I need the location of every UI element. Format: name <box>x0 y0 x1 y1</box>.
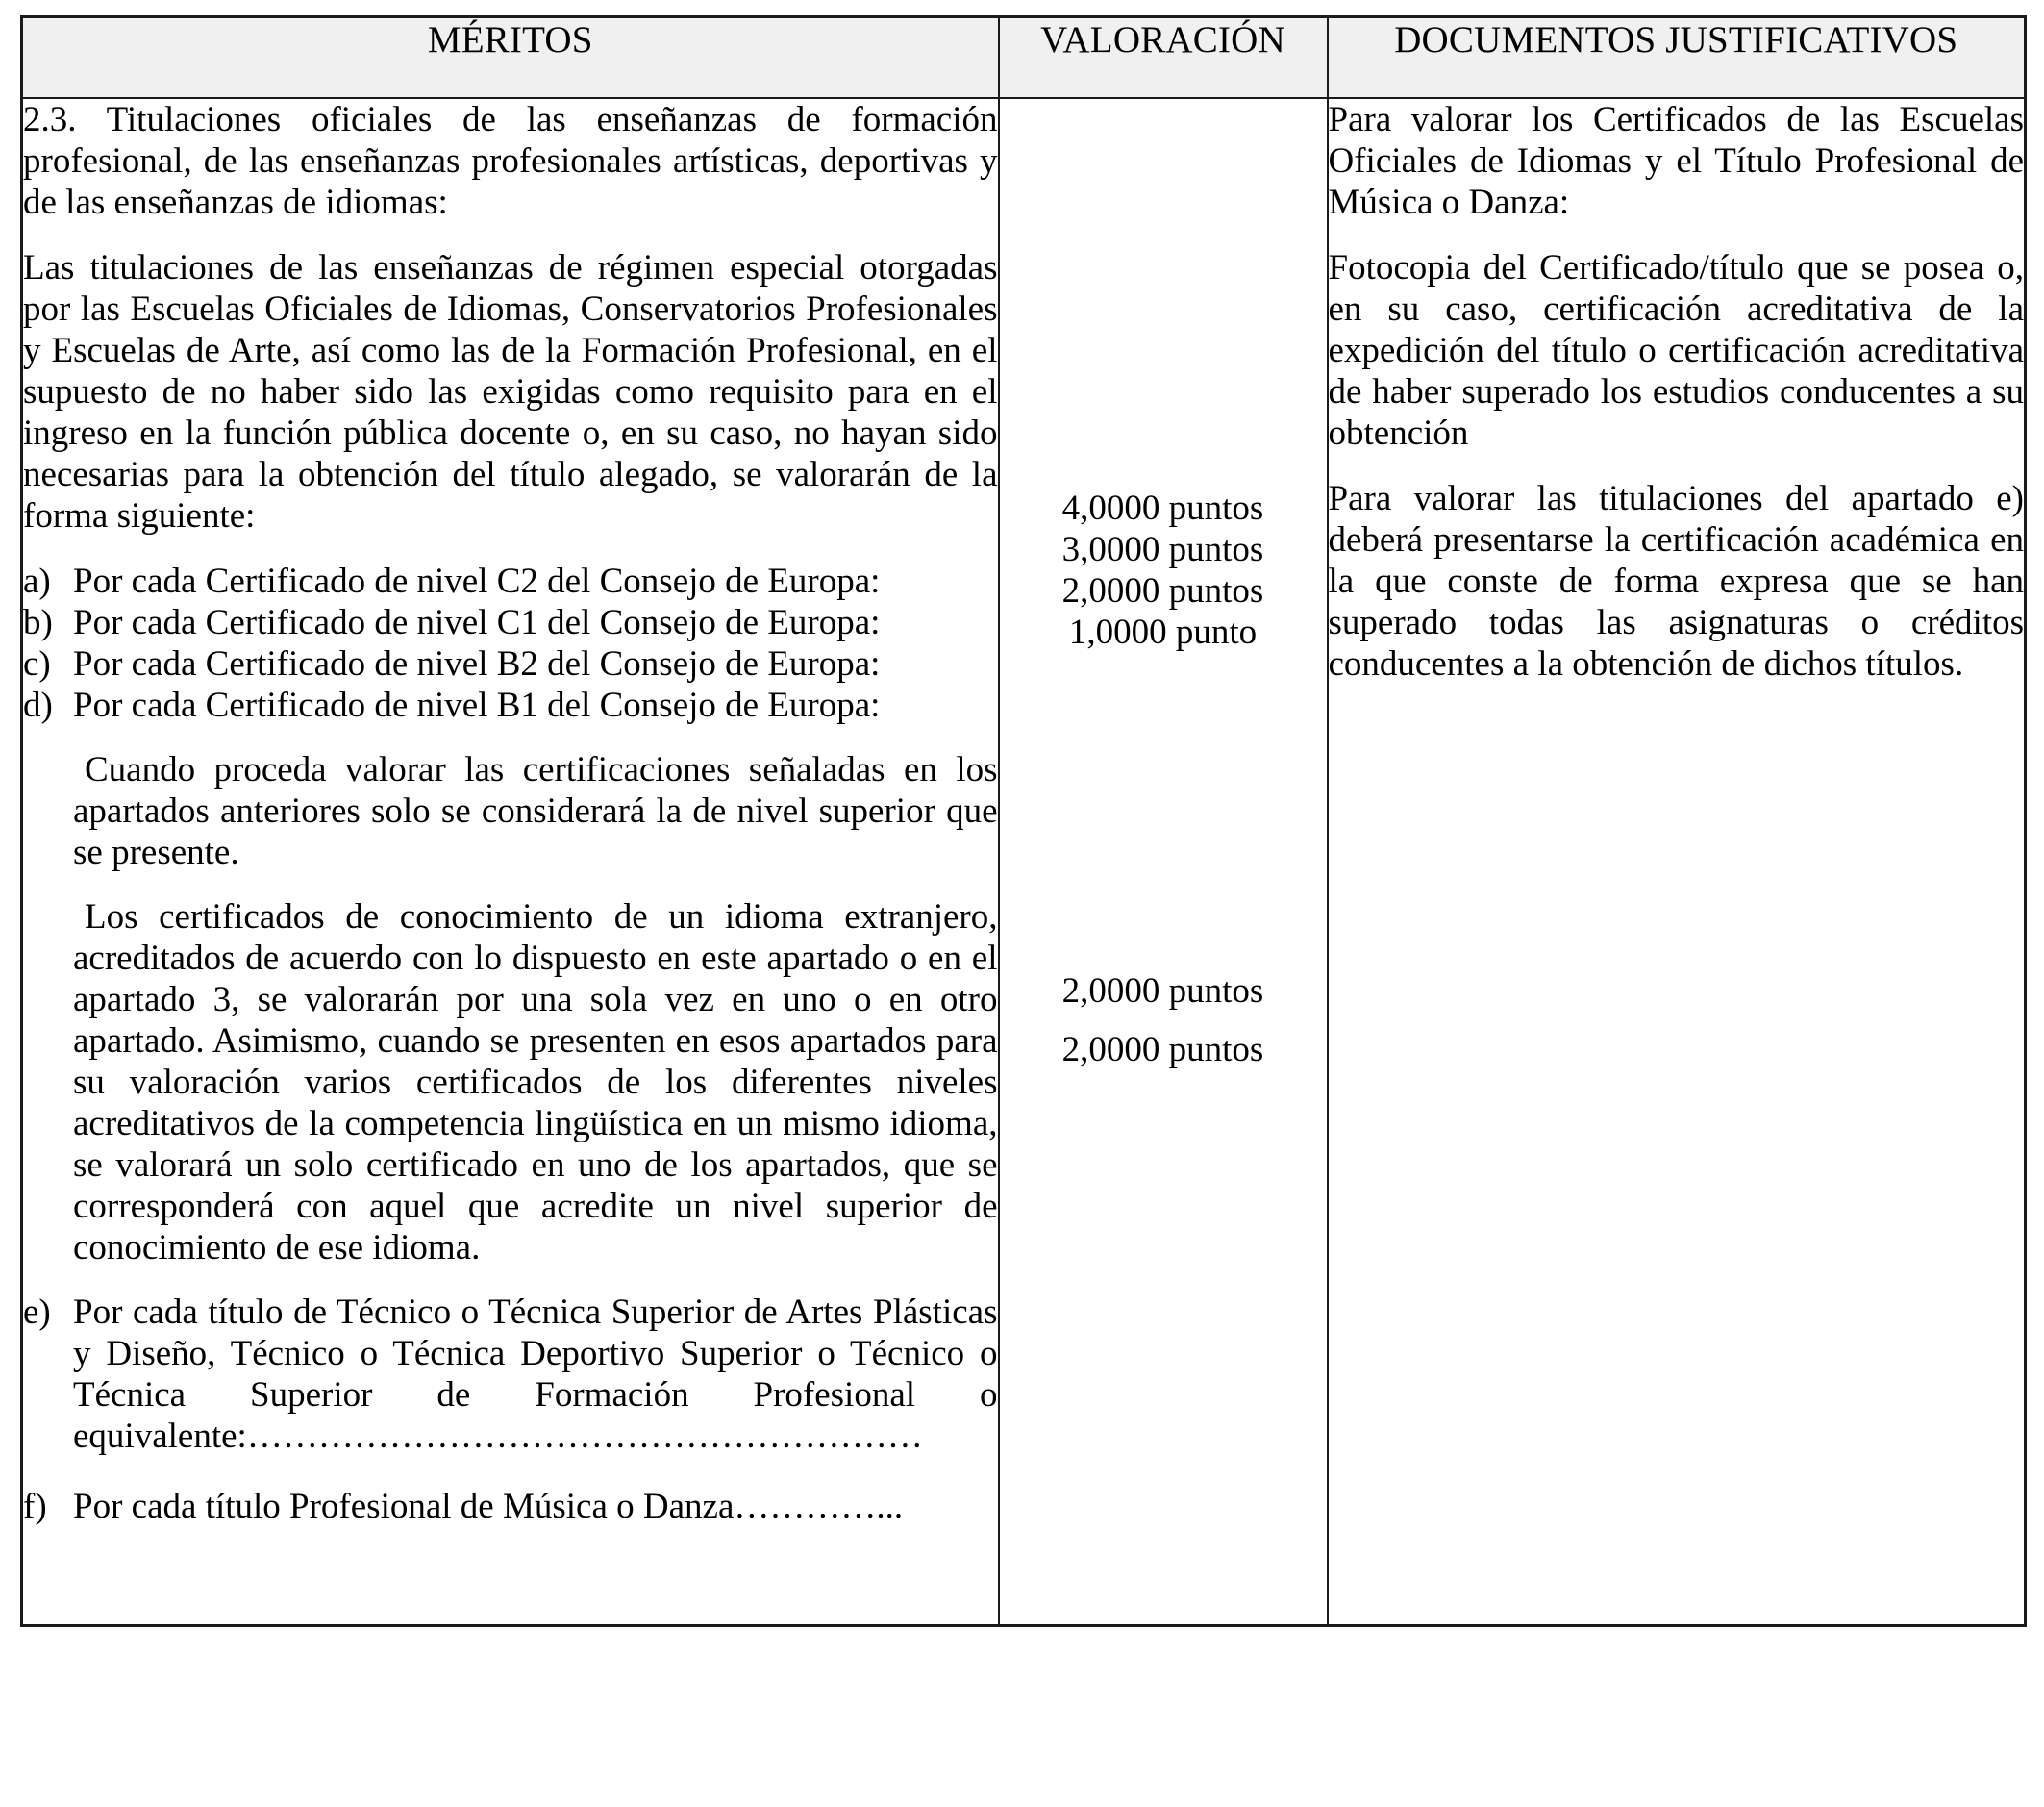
merits-note-nivel-superior: Cuando proceda valorar las certificaciones señaladas en los apartados anteriores solo se considerará la de nivel superior que se presente. <box>73 750 998 872</box>
list-item-e <box>23 1292 998 1457</box>
documentos-cell <box>1328 98 2026 1626</box>
merits-cell <box>22 98 999 1626</box>
list-item-c-marker: c) <box>23 644 51 684</box>
merits-bottom-spacer <box>23 1532 998 1624</box>
list-item-c <box>23 643 998 685</box>
list-item-f-dot-leader: …………... <box>734 1487 904 1526</box>
merits-note-idioma-extranjero: Los certificados de conocimiento de un idioma extranjero, acreditados de acuerdo con lo dispuesto en este apartado o en el apartado 3, se valorarán por una sola vez en uno o en otro apartado. Asimismo, cuando se presenten en esos apartados para su valoración varios certificados de los diferentes niveles acreditativos de la competencia lingüística en un mismo idioma, se valorará un solo certificado en uno de los apartados, que se corresponderá con aquel que acredite un nivel superior de conocimiento de ese idioma. <box>73 897 998 1267</box>
list-item-a-marker: a) <box>23 562 51 601</box>
merits-valuation-table <box>20 15 2027 1627</box>
valoracion-cell <box>999 98 1328 1626</box>
table-header-row <box>22 17 2026 99</box>
list-item-f-marker: f) <box>23 1487 47 1526</box>
list-item-f <box>23 1486 998 1527</box>
list-item-f-label: Por cada título Profesional de Música o Danza <box>73 1487 735 1526</box>
valoracion-value-c: 2,0000 puntos <box>1061 571 1264 611</box>
list-item-e-label: Por cada título de Técnico o Técnica Superior de Artes Plásticas y Diseño, Técnico o Técnica Deportivo Superior o Técnico o Técnica Superior de Formación Profesional o equivalente: <box>73 1293 998 1456</box>
list-item-a <box>23 561 998 602</box>
valoracion-value-b: 3,0000 puntos <box>1061 530 1264 569</box>
list-item-d <box>23 685 998 726</box>
valoracion-value-d: 1,0000 punto <box>1068 613 1258 652</box>
merits-intro-paragraph: 2.3. Titulaciones oficiales de las enseñanzas de formación profesional, de las enseñanzas profesionales artísticas, deportivas y de las enseñanzas de idiomas: <box>23 100 998 222</box>
merits-second-paragraph: Las titulaciones de las enseñanzas de régimen especial otorgadas por las Escuelas Oficiales de Idiomas, Conservatorios Profesionales y Escuelas de Arte, así como las de la Formación Profesional, en el supuesto de no haber sido las exigidas como requisito para en el ingreso en la función pública docente o, en su caso, no hayan sido necesarias para la obtención del título alegado, se valorarán de la forma siguiente: <box>23 248 998 536</box>
list-item-b <box>23 602 998 643</box>
table-row <box>22 98 2026 1626</box>
list-item-e-dot-leader: ………………………………………………… <box>246 1417 923 1456</box>
table-header <box>22 17 2026 99</box>
list-item-f-body <box>73 1486 998 1527</box>
list-item-d-label: Por cada Certificado de nivel B1 del Consejo de Europa: <box>73 686 881 725</box>
list-item-e-body <box>73 1292 998 1457</box>
column-header-documentos: DOCUMENTOS JUSTIFICATIVOS <box>1328 17 2026 99</box>
list-item-c-label: Por cada Certificado de nivel B2 del Consejo de Europa: <box>73 644 881 684</box>
valoracion-value-f: 2,0000 puntos <box>1061 1030 1264 1069</box>
documentos-paragraph-1: Para valorar los Certificados de las Escuelas Oficiales de Idiomas y el Título Profesional de Música o Danza: <box>1328 100 2024 222</box>
valoracion-values-abcd <box>1000 488 1327 653</box>
documentos-paragraph-3: Para valorar las titulaciones del apartado e) deberá presentarse la certificación académica en la que conste de forma expresa que se han superado todas las asignaturas o créditos conducentes a la obtención de dichos títulos. <box>1328 479 2024 684</box>
column-header-merits: MÉRITOS <box>22 17 999 99</box>
list-item-b-marker: b) <box>23 603 53 642</box>
list-item-e-marker: e) <box>23 1293 51 1332</box>
valoracion-values-ef <box>1000 970 1327 1070</box>
list-item-b-label: Por cada Certificado de nivel C1 del Consejo de Europa: <box>73 603 881 642</box>
list-item-a-label: Por cada Certificado de nivel C2 del Consejo de Europa: <box>73 562 881 601</box>
column-header-valoracion: VALORACIÓN <box>999 17 1328 99</box>
merits-items-abcd <box>23 561 998 726</box>
valoracion-value-e: 2,0000 puntos <box>1061 971 1264 1011</box>
list-item-d-marker: d) <box>23 686 53 725</box>
valoracion-value-a: 4,0000 puntos <box>1061 489 1264 528</box>
table-body <box>22 98 2026 1626</box>
documentos-paragraph-2: Fotocopia del Certificado/título que se posea o, en su caso, certificación acreditativa de la expedición del título o certificación acreditativa de haber superado los estudios conducentes a su obtención <box>1328 248 2024 453</box>
